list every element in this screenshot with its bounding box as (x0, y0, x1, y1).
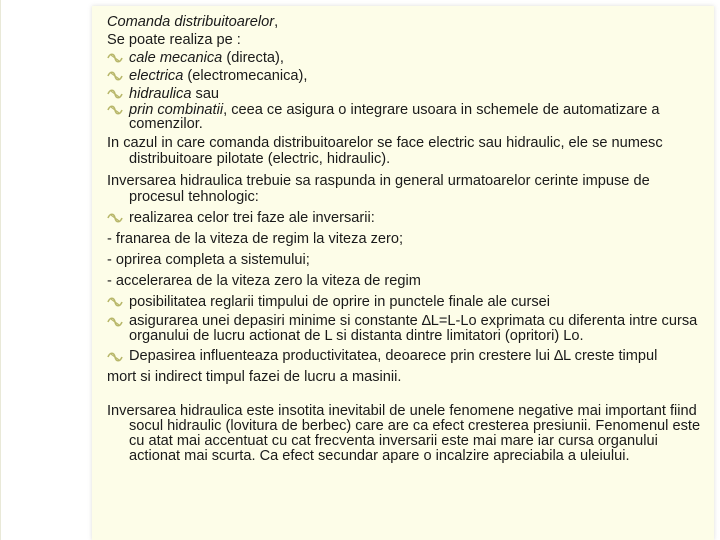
method-electrica-italic: electrica (129, 68, 184, 84)
requirements-paragraph: Inversarea hidraulica trebuie sa raspunda in general urmatoarelor cerinte impuse de procesul tehnologic: (107, 173, 650, 205)
phase-item: - accelerarea de la viteza zero la viteza de regim (107, 273, 421, 289)
method-item-combinatii (107, 103, 707, 131)
method-combinatii-italic: prin combinatii (129, 102, 224, 118)
scroll-bullet-icon (107, 316, 123, 328)
slide-text (107, 13, 707, 464)
overrun-bullet (107, 314, 707, 344)
left-divider (0, 0, 1, 540)
scroll-bullet-icon (107, 351, 123, 363)
method-mecanica-rest: (directa), (222, 50, 284, 66)
method-item-electrica (107, 67, 707, 85)
phases-bullet-text: realizarea celor trei faze ale inversarii: (129, 210, 375, 226)
heading-suffix: , (274, 14, 279, 30)
mort-line: mort si indirect timpul fazei de lucru a masinii. (107, 369, 402, 385)
phase-item: - franarea de la viteza de regim la viteza zero; (107, 231, 404, 247)
scroll-bullet-icon (107, 296, 123, 308)
phase-item: - oprirea completa a sistemului; (107, 252, 310, 268)
scroll-bullet-icon (107, 70, 123, 82)
scroll-bullet-icon (107, 52, 123, 64)
adjust-bullet (107, 293, 707, 311)
method-electrica-rest: (electromecanica), (183, 68, 308, 84)
phases-bullet (107, 209, 707, 227)
method-hidraulica-italic: hidraulica (129, 86, 192, 102)
method-combinatii-rest: , ceea ce asigura o integrare usoara in schemele de automatizare a comenzilor. (129, 102, 660, 132)
scroll-bullet-icon (107, 88, 123, 100)
productivity-bullet (107, 349, 707, 364)
heading-line (107, 13, 707, 31)
method-item-hidraulica (107, 85, 707, 103)
heading: Comanda distribuitoarelor (107, 14, 275, 30)
method-hidraulica-rest: sau (191, 86, 220, 102)
pilot-paragraph: In cazul in care comanda distribuitoarelor se face electric sau hidraulic, ele se numesc distribuitoare pilotate (electric, hidraulic). (107, 135, 663, 167)
productivity-bullet-text: Depasirea influenteaza productivitatea, deoarece prin crestere lui ∆L creste timpul (129, 348, 658, 364)
overrun-bullet-text: asigurarea unei depasiri minime si constante ∆L=L-Lo exprimata cu diferenta intre cursa organului de lucru actionat de L si distanta dintre limitatori (opritori) Lo. (129, 313, 698, 344)
intro-line: Se poate realiza pe : (107, 32, 241, 48)
final-paragraph: Inversarea hidraulica este insotita inevitabil de unele fenomene negative mai important fiind socul hidraulic (lovitura de berbec) care are ca efect cresterea presiunii. Fenomenul este cu atat mai accentuat cu cat frecventa inversarii este mai mare iar cursa organului actionat mai scurta. Ca efect secundar apare o incalzire apreciabila a uleiului. (107, 403, 701, 464)
scroll-bullet-icon (107, 212, 123, 224)
method-item-mecanica (107, 49, 707, 67)
adjust-bullet-text: posibilitatea reglarii timpului de oprire in punctele finale ale cursei (129, 294, 551, 310)
scroll-bullet-icon (107, 104, 123, 116)
method-mecanica-italic: cale mecanica (129, 50, 223, 66)
